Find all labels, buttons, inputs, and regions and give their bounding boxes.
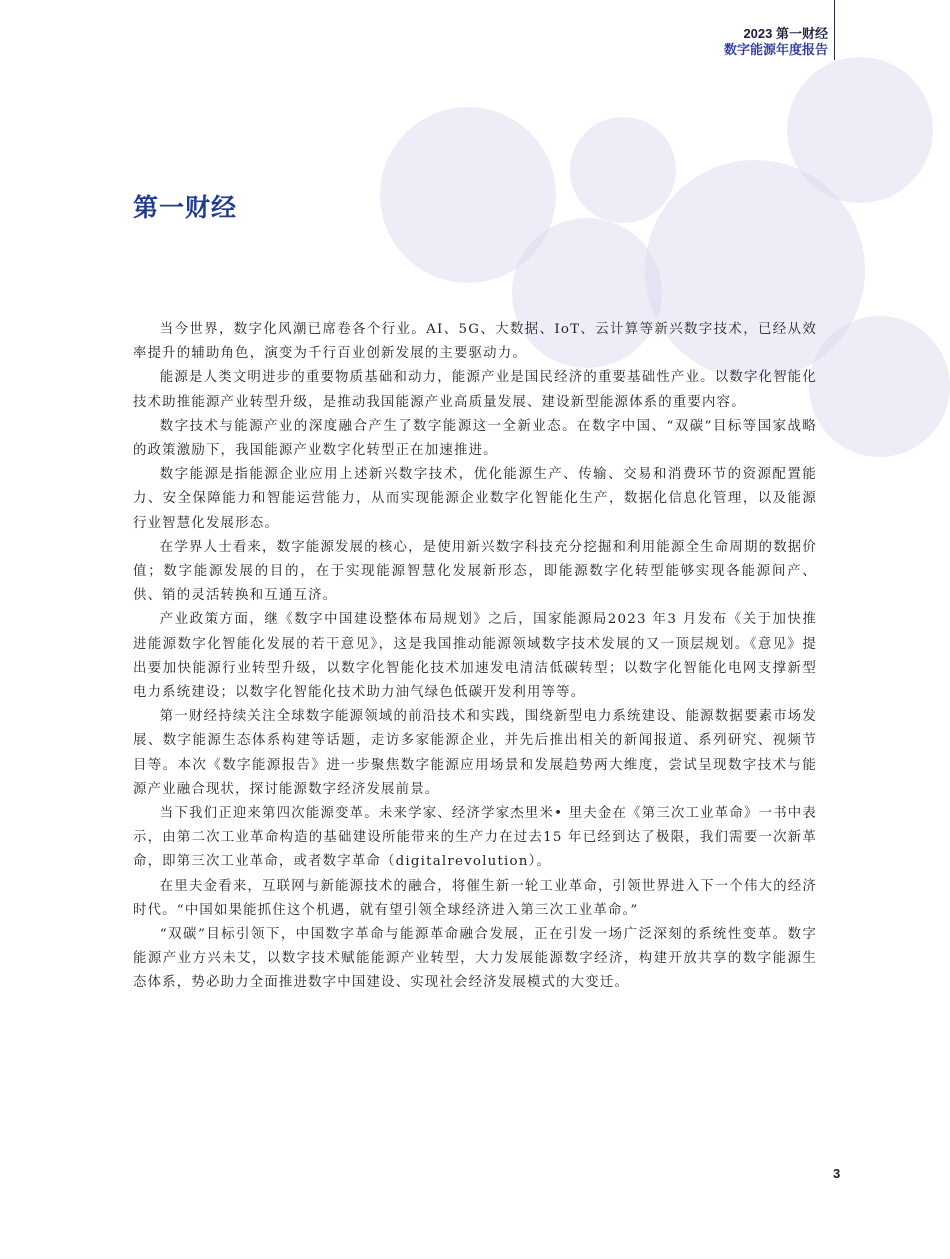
paragraph: 能源是人类文明进步的重要物质基础和动力，能源产业是国民经济的重要基础性产业。以数字化智能化技术助推能源产业转型升级，是推动我国能源产业高质量发展、建设新型能源体系的重要内容。 (133, 370, 817, 410)
running-header (724, 26, 828, 58)
page-title: 第一财经 (133, 193, 238, 222)
decor-circle (809, 316, 950, 457)
paragraph: 当今世界，数字化风潮已席卷各个行业。AI、5G、大数据、IoT、云计算等新兴数字技术，已经从效率提升的辅助角色，演变为千行百业创新发展的主要驱动力。 (133, 322, 817, 362)
decor-circle (570, 117, 676, 223)
paragraph: 产业政策方面，继《数字中国建设整体布局规划》之后，国家能源局2023 年3 月发布《关于加快推进能源数字化智能化发展的若干意见》，这是我国推动能源领域数字技术发展的又一顶层规划。《意见》提出要加快能源行业转型升级，以数字化智能化技术加速发电清洁低碳转型；以数字化智能化电网支撑新型电力系统建设；以数字化智能化技术助力油气绿色低碳开发利用等等。 (133, 612, 817, 701)
article-body (133, 318, 817, 996)
header-year-line: 2023 第一财经 (743, 26, 828, 41)
paragraph: 数字技术与能源产业的深度融合产生了数字能源这一全新业态。在数字中国、“双碳”目标等国家战略的政策激励下，我国能源产业数字化转型正在加速推进。 (133, 418, 817, 459)
paragraph: “双碳”目标引领下，中国数字革命与能源革命融合发展，正在引发一场广泛深刻的系统性变革。数字能源产业方兴未艾，以数字技术赋能能源产业转型，大力发展能源数字经济，构建开放共享的数字能源生态体系，势必助力全面推进数字中国建设、实现社会经济发展模式的大变迁。 (133, 927, 817, 991)
decor-circle (787, 57, 933, 203)
paragraph: 数字能源是指能源企业应用上述新兴数字技术，优化能源生产、传输、交易和消费环节的资源配置能力、安全保障能力和智能运营能力，从而实现能源企业数字化智能化生产，数据化信息化管理，以及能源行业智慧化发展形态。 (133, 467, 817, 531)
header-divider-line (834, 0, 835, 60)
header-report-name: 数字能源年度报告 (723, 42, 828, 57)
paragraph: 在学界人士看来，数字能源发展的核心，是使用新兴数字科技充分挖掘和利用能源全生命周期的数据价值；数字能源发展的目的，在于实现能源智慧化发展新形态，即能源数字化转型能够实现各能源间产、供、销的灵活转换和互通互济。 (133, 539, 817, 604)
paragraph: 第一财经持续关注全球数字能源领域的前沿技术和实践，围绕新型电力系统建设、能源数据要素市场发展、数字能源生态体系构建等话题，走访多家能源企业，并先后推出相关的新闻报道、系列研究、视频节目等。本次《数字能源报告》进一步聚焦数字能源应用场景和发展趋势两大维度，尝试呈现数字技术与能源产业融合现状，探讨能源数字经济发展前景。 (133, 709, 817, 797)
paragraph: 当下我们正迎来第四次能源变革。未来学家、经济学家杰里米• 里夫金在《第三次工业革命》一书中表示，由第二次工业革命构造的基础建设所能带来的生产力在过去15 年已经到达了极限，我们需要一次新革命，即第三次工业革命，或者数字革命（digitalrevolution）。 (133, 806, 817, 870)
page-number: 3 (833, 1166, 841, 1181)
paragraph: 在里夫金看来，互联网与新能源技术的融合，将催生新一轮工业革命，引领世界进入下一个伟大的经济时代。“中国如果能抓住这个机遇，就有望引领全球经济进入第三次工业革命。” (133, 878, 817, 918)
